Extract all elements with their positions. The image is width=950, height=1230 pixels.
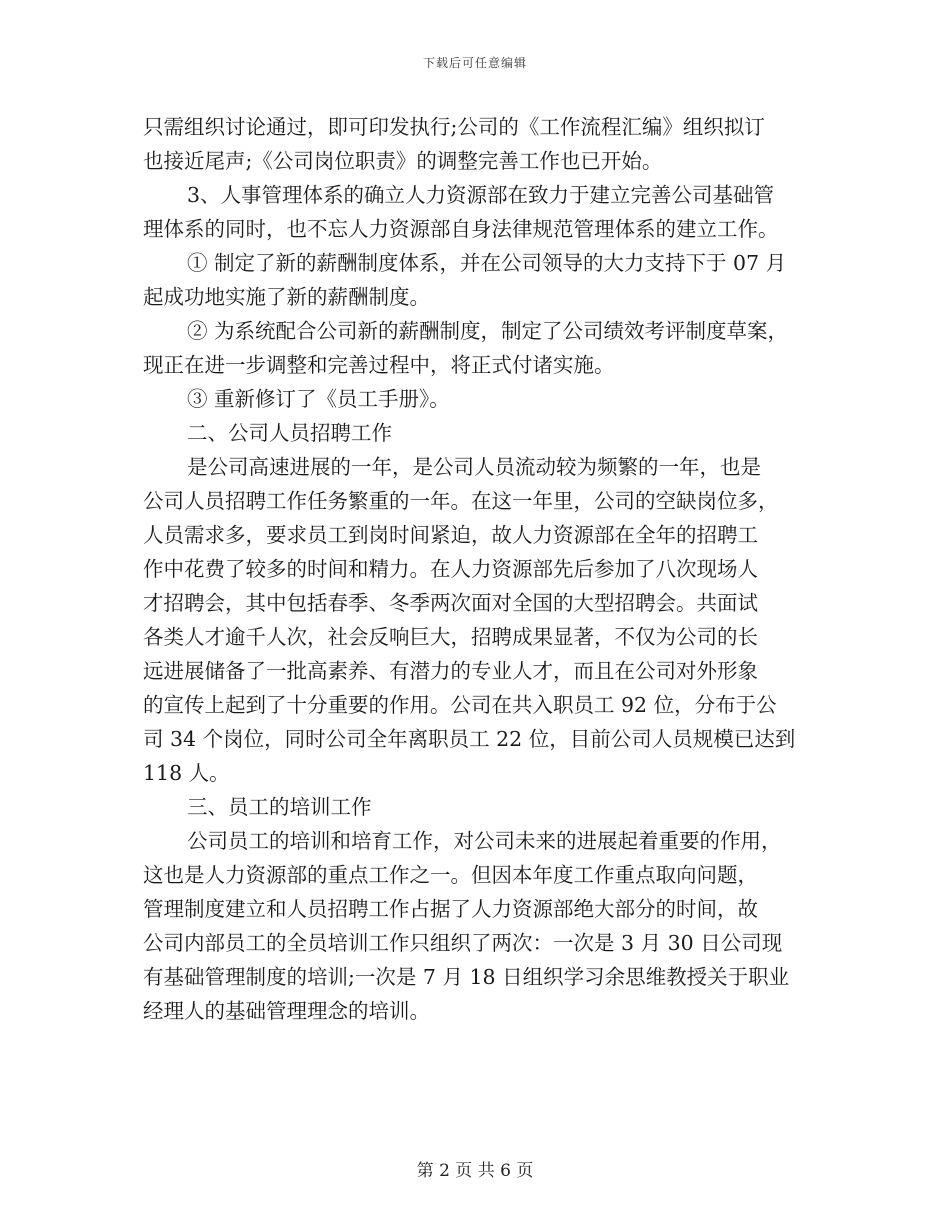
text-line: 公司内部员工的全员培训工作只组织了两次：一次是 3 月 30 日公司现 <box>143 931 783 955</box>
text-line: 也接近尾声;《公司岗位职责》的调整完善工作也已开始。 <box>143 149 663 173</box>
text-line: 这也是人力资源部的重点工作之一。但因本年度工作重点取向问题， <box>143 863 758 887</box>
page-number: 第 2 页 共 6 页 <box>416 1161 534 1181</box>
text-line: 管理制度建立和人员招聘工作占据了人力资源部绝大部分的时间，故 <box>143 897 758 921</box>
text-line: 3、人事管理体系的确立人力资源部在致力于建立完善公司基础管 <box>187 183 775 207</box>
text-line: 有基础管理制度的培训;一次是 7 月 18 日组织学习余思维教授关于职业 <box>143 965 790 989</box>
text-line: 现正在进一步调整和完善过程中，将正式付诸实施。 <box>143 353 615 377</box>
text-line: 才招聘会，其中包括春季、冬季两次面对全国的大型招聘会。共面试 <box>143 591 758 615</box>
text-line: 只需组织讨论通过，即可印发执行;公司的《工作流程汇编》组织拟订 <box>143 115 765 139</box>
text-line: 二、公司人员招聘工作 <box>187 421 392 445</box>
text-line: 远进展储备了一批高素养、有潜力的专业人才，而且在公司对外形象 <box>143 659 758 683</box>
text-line: ① 制定了新的薪酬制度体系，并在公司领导的大力支持下于 07 月 <box>187 251 787 275</box>
document-body <box>143 110 813 1028</box>
text-line: 118 人。 <box>143 761 230 785</box>
text-line: 起成功地实施了新的薪酬制度。 <box>143 285 430 309</box>
text-line: 作中花费了较多的时间和精力。在人力资源部先后参加了八次现场人 <box>143 557 758 581</box>
text-line: 的宣传上起到了十分重要的作用。公司在共入职员工 92 位，分布于公 <box>143 693 777 717</box>
text-line: 理体系的同时，也不忘人力资源部自身法律规范管理体系的建立工作。 <box>143 217 779 241</box>
text-line: ③ 重新修订了《员工手册》。 <box>187 387 450 411</box>
text-line: 各类人才逾千人次，社会反响巨大，招聘成果显著，不仅为公司的长 <box>143 625 758 649</box>
text-line: 是公司高速进展的一年，是公司人员流动较为频繁的一年，也是 <box>187 455 761 479</box>
text-line: 公司人员招聘工作任务繁重的一年。在这一年里，公司的空缺岗位多， <box>143 489 779 513</box>
text-line: 经理人的基础管理理念的培训。 <box>143 999 430 1023</box>
page-header: 下载后可任意编辑 <box>422 56 527 70</box>
text-line: 司 34 个岗位，同时公司全年离职员工 22 位，目前公司人员规模已达到 <box>143 727 796 751</box>
text-line: 公司员工的培训和培育工作，对公司未来的进展起着重要的作用， <box>187 829 782 853</box>
text-line: 三、员工的培训工作 <box>187 795 372 819</box>
text-line: ② 为系统配合公司新的薪酬制度，制定了公司绩效考评制度草案， <box>187 319 789 343</box>
text-line: 人员需求多，要求员工到岗时间紧迫，故人力资源部在全年的招聘工 <box>143 523 758 547</box>
